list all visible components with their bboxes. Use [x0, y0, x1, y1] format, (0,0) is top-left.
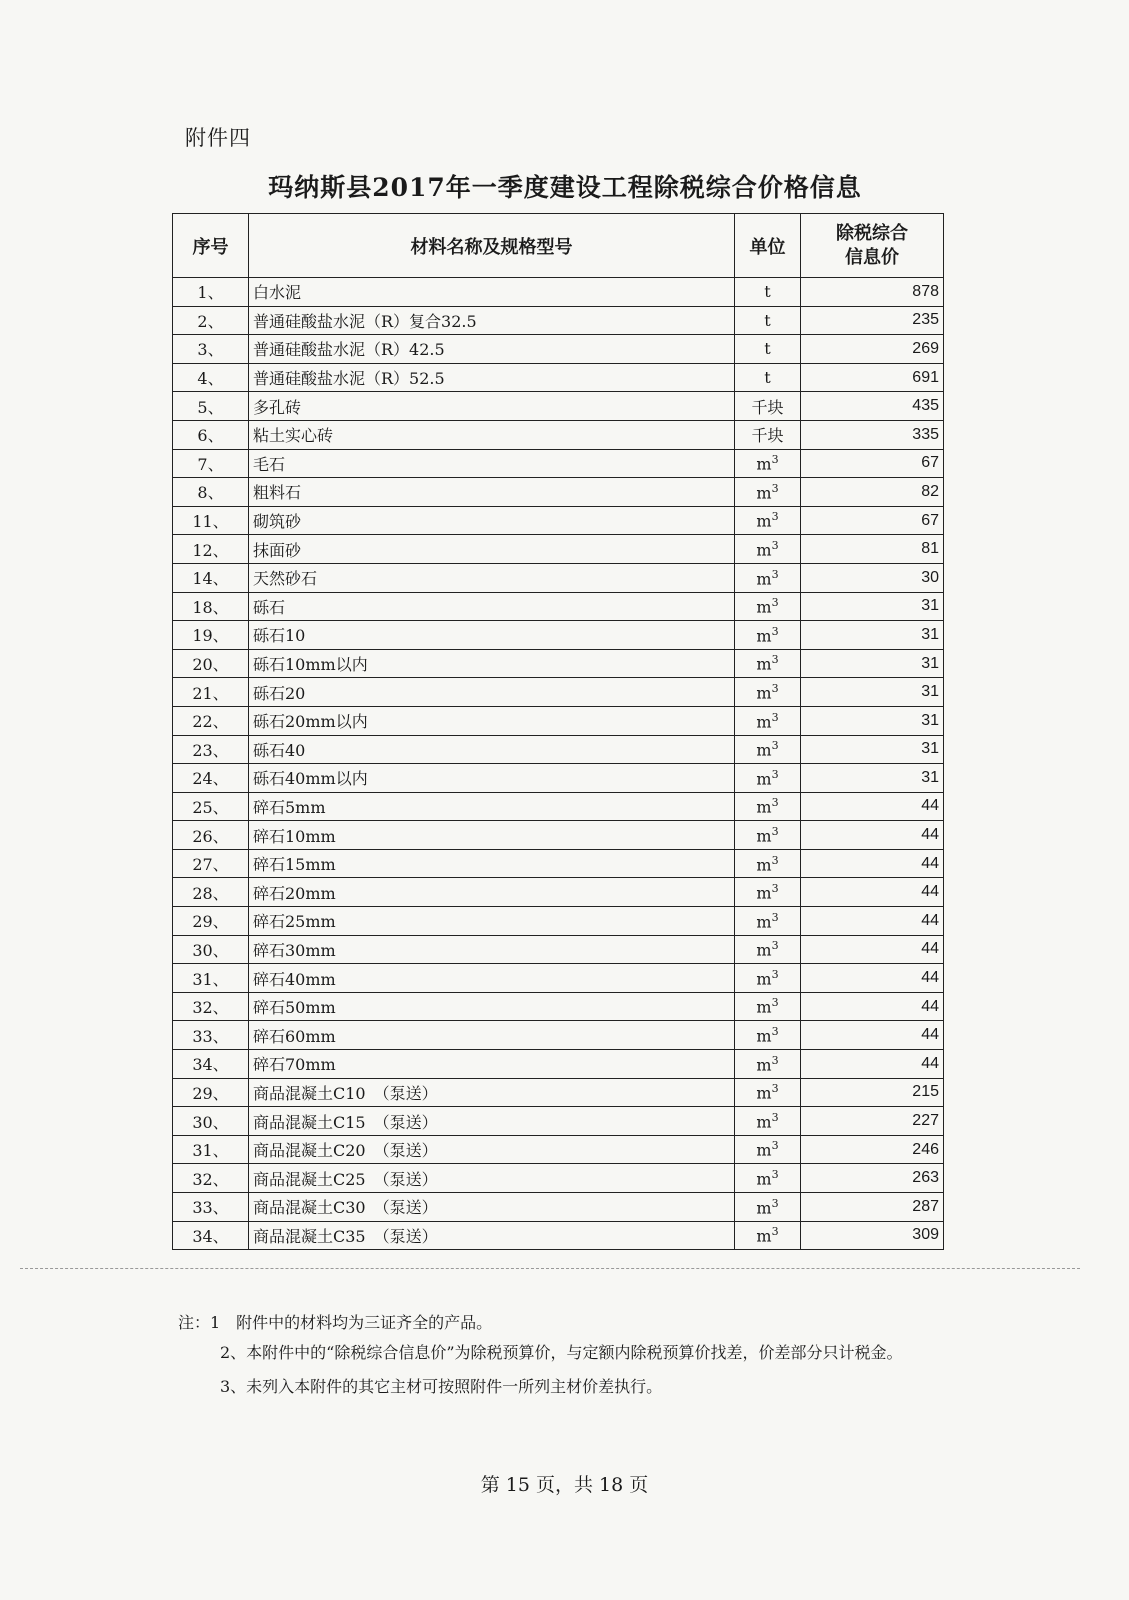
row-seq: 24、: [173, 764, 249, 793]
row-unit: t: [735, 335, 801, 364]
row-unit: $m^3$: [735, 535, 801, 564]
row-seq: 4、: [173, 363, 249, 392]
table-row: [173, 907, 944, 936]
row-price: 31: [801, 621, 944, 650]
row-unit: $m^3$: [735, 907, 801, 936]
row-seq: 8、: [173, 478, 249, 507]
row-name: 碎石60mm: [249, 1021, 735, 1050]
row-seq: 30、: [173, 1107, 249, 1136]
note-3: 3、未列入本附件的其它主材可按照附件一所列主材价差执行。: [220, 1377, 663, 1396]
row-price: 44: [801, 849, 944, 878]
row-price: 44: [801, 1050, 944, 1079]
row-seq: 31、: [173, 1135, 249, 1164]
table-row: [173, 1021, 944, 1050]
table-row: [173, 363, 944, 392]
row-name: 白水泥: [249, 278, 735, 307]
table-row: [173, 849, 944, 878]
row-seq: 27、: [173, 849, 249, 878]
row-name: 碎石20mm: [249, 878, 735, 907]
row-name: 碎石30mm: [249, 935, 735, 964]
header-seq: 序号: [173, 214, 249, 278]
row-unit: $m^3$: [735, 1193, 801, 1222]
row-price: 44: [801, 935, 944, 964]
table-row: [173, 649, 944, 678]
row-unit: $m^3$: [735, 1107, 801, 1136]
row-price: 269: [801, 335, 944, 364]
row-unit: $m^3$: [735, 1021, 801, 1050]
row-price: 435: [801, 392, 944, 421]
row-name: 碎石25mm: [249, 907, 735, 936]
table-row: [173, 535, 944, 564]
table-row: [173, 278, 944, 307]
row-name: 碎石50mm: [249, 992, 735, 1021]
row-seq: 25、: [173, 792, 249, 821]
row-name: 商品混凝土C25 （泵送）: [249, 1164, 735, 1193]
row-price: 82: [801, 478, 944, 507]
table-row: [173, 592, 944, 621]
row-unit: $m^3$: [735, 449, 801, 478]
row-seq: 34、: [173, 1221, 249, 1250]
row-seq: 19、: [173, 621, 249, 650]
row-price: 691: [801, 363, 944, 392]
row-unit: $m^3$: [735, 1221, 801, 1250]
row-name: 砾石10mm以内: [249, 649, 735, 678]
row-unit: $m^3$: [735, 678, 801, 707]
row-seq: 29、: [173, 1078, 249, 1107]
table-row: [173, 792, 944, 821]
table-row: [173, 1164, 944, 1193]
row-name: 毛石: [249, 449, 735, 478]
table-row: [173, 392, 944, 421]
row-name: 砾石: [249, 592, 735, 621]
row-seq: 3、: [173, 335, 249, 364]
table-row: [173, 1107, 944, 1136]
table-row: [173, 878, 944, 907]
table-row: [173, 621, 944, 650]
row-name: 商品混凝土C20 （泵送）: [249, 1135, 735, 1164]
row-unit: $m^3$: [735, 1078, 801, 1107]
row-name: 粘土实心砖: [249, 420, 735, 449]
table-row: [173, 420, 944, 449]
row-seq: 30、: [173, 935, 249, 964]
row-unit: t: [735, 278, 801, 307]
row-price: 31: [801, 592, 944, 621]
row-price: 31: [801, 735, 944, 764]
row-name: 碎石5mm: [249, 792, 735, 821]
row-seq: 32、: [173, 992, 249, 1021]
row-unit: $m^3$: [735, 878, 801, 907]
row-price: 215: [801, 1078, 944, 1107]
row-price: 878: [801, 278, 944, 307]
note-1: 注：1 附件中的材料均为三证齐全的产品。: [178, 1313, 493, 1332]
row-seq: 22、: [173, 706, 249, 735]
row-unit: $m^3$: [735, 764, 801, 793]
row-seq: 31、: [173, 964, 249, 993]
row-seq: 28、: [173, 878, 249, 907]
header-price: [801, 214, 944, 278]
row-name: 普通硅酸盐水泥（R）52.5: [249, 363, 735, 392]
table-row: [173, 1221, 944, 1250]
table-row: [173, 306, 944, 335]
row-seq: 14、: [173, 563, 249, 592]
table-row: [173, 821, 944, 850]
table-row: [173, 735, 944, 764]
row-price: 235: [801, 306, 944, 335]
row-unit: $m^3$: [735, 706, 801, 735]
row-unit: $m^3$: [735, 964, 801, 993]
row-name: 碎石10mm: [249, 821, 735, 850]
row-name: 商品混凝土C35 （泵送）: [249, 1221, 735, 1250]
row-unit: $m^3$: [735, 592, 801, 621]
row-name: 商品混凝土C30 （泵送）: [249, 1193, 735, 1222]
row-price: 30: [801, 563, 944, 592]
row-name: 普通硅酸盐水泥（R）42.5: [249, 335, 735, 364]
row-name: 砌筑砂: [249, 506, 735, 535]
price-table: [172, 213, 944, 1250]
row-name: 砾石10: [249, 621, 735, 650]
row-price: 287: [801, 1193, 944, 1222]
row-price: 44: [801, 992, 944, 1021]
row-price: 227: [801, 1107, 944, 1136]
row-unit: $m^3$: [735, 1050, 801, 1079]
table-body: [173, 278, 944, 1250]
table-row: [173, 678, 944, 707]
row-name: 碎石40mm: [249, 964, 735, 993]
row-price: 67: [801, 506, 944, 535]
page-footer: 第 15 页，共 18 页: [480, 1474, 649, 1496]
table-row: [173, 1078, 944, 1107]
row-unit: $m^3$: [735, 478, 801, 507]
row-seq: 11、: [173, 506, 249, 535]
header-price-line2: 信息价: [845, 246, 899, 268]
row-price: 44: [801, 821, 944, 850]
notes: [178, 1308, 923, 1402]
row-unit: $m^3$: [735, 1135, 801, 1164]
row-seq: 26、: [173, 821, 249, 850]
row-name: 抹面砂: [249, 535, 735, 564]
row-name: 多孔砖: [249, 392, 735, 421]
row-seq: 29、: [173, 907, 249, 936]
row-seq: 33、: [173, 1021, 249, 1050]
row-price: 44: [801, 792, 944, 821]
table-row: [173, 478, 944, 507]
row-name: 碎石15mm: [249, 849, 735, 878]
row-price: 44: [801, 907, 944, 936]
row-name: 砾石40mm以内: [249, 764, 735, 793]
table-row: [173, 935, 944, 964]
row-unit: $m^3$: [735, 563, 801, 592]
row-name: 天然砂石: [249, 563, 735, 592]
row-seq: 12、: [173, 535, 249, 564]
row-seq: 32、: [173, 1164, 249, 1193]
row-unit: 千块: [735, 392, 801, 421]
row-unit: $m^3$: [735, 849, 801, 878]
table-row: [173, 506, 944, 535]
row-name: 商品混凝土C10 （泵送）: [249, 1078, 735, 1107]
row-unit: $m^3$: [735, 1164, 801, 1193]
row-unit: t: [735, 306, 801, 335]
row-seq: 20、: [173, 649, 249, 678]
row-unit: t: [735, 363, 801, 392]
row-name: 普通硅酸盐水泥（R）复合32.5: [249, 306, 735, 335]
row-unit: $m^3$: [735, 735, 801, 764]
page-title: 玛纳斯县2017年一季度建设工程除税综合价格信息: [268, 173, 862, 202]
row-name: 砾石40: [249, 735, 735, 764]
table-row: [173, 1135, 944, 1164]
row-price: 31: [801, 706, 944, 735]
row-name: 砾石20mm以内: [249, 706, 735, 735]
table-row: [173, 1193, 944, 1222]
row-price: 335: [801, 420, 944, 449]
header-price-line1: 除税综合: [836, 222, 908, 244]
row-seq: 1、: [173, 278, 249, 307]
row-price: 309: [801, 1221, 944, 1250]
row-price: 31: [801, 678, 944, 707]
header-name: 材料名称及规格型号: [249, 214, 735, 278]
table-row: [173, 964, 944, 993]
row-seq: 2、: [173, 306, 249, 335]
row-name: 商品混凝土C15 （泵送）: [249, 1107, 735, 1136]
attachment-label: 附件四: [185, 126, 251, 150]
row-unit: $m^3$: [735, 506, 801, 535]
row-unit: $m^3$: [735, 649, 801, 678]
table-row: [173, 449, 944, 478]
row-name: 粗料石: [249, 478, 735, 507]
row-seq: 23、: [173, 735, 249, 764]
row-seq: 21、: [173, 678, 249, 707]
row-seq: 5、: [173, 392, 249, 421]
row-seq: 18、: [173, 592, 249, 621]
row-name: 碎石70mm: [249, 1050, 735, 1079]
row-seq: 33、: [173, 1193, 249, 1222]
row-price: 44: [801, 1021, 944, 1050]
row-name: 砾石20: [249, 678, 735, 707]
table-row: [173, 706, 944, 735]
row-price: 246: [801, 1135, 944, 1164]
note-2: 2、本附件中的“除税综合信息价”为除税预算价，与定额内除税预算价找差，价差部分只计税金。: [220, 1343, 903, 1362]
row-price: 81: [801, 535, 944, 564]
row-price: 67: [801, 449, 944, 478]
row-seq: 6、: [173, 420, 249, 449]
table-row: [173, 563, 944, 592]
table-row: [173, 992, 944, 1021]
row-unit: $m^3$: [735, 792, 801, 821]
header-unit: 单位: [735, 214, 801, 278]
row-price: 31: [801, 764, 944, 793]
row-unit: $m^3$: [735, 935, 801, 964]
row-price: 44: [801, 964, 944, 993]
table-row: [173, 764, 944, 793]
row-unit: $m^3$: [735, 621, 801, 650]
row-seq: 34、: [173, 1050, 249, 1079]
row-price: 263: [801, 1164, 944, 1193]
row-price: 44: [801, 878, 944, 907]
row-unit: 千块: [735, 420, 801, 449]
scan-artifact-line: [20, 1268, 1080, 1269]
table-header-row: [173, 214, 944, 278]
row-seq: 7、: [173, 449, 249, 478]
row-unit: $m^3$: [735, 821, 801, 850]
row-unit: $m^3$: [735, 992, 801, 1021]
table-row: [173, 335, 944, 364]
row-price: 31: [801, 649, 944, 678]
table-row: [173, 1050, 944, 1079]
